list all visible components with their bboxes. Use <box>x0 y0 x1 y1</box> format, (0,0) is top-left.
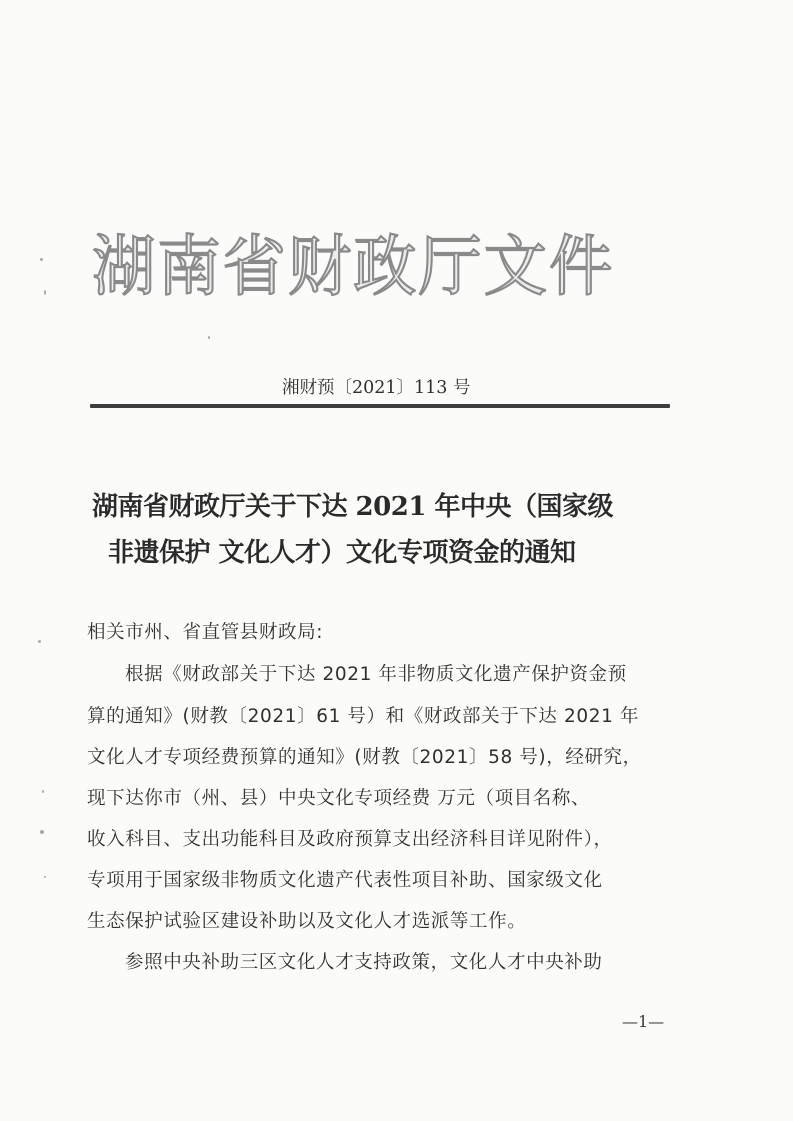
scan-speck <box>40 258 43 261</box>
scan-speck <box>38 640 41 643</box>
scan-speck <box>40 830 44 834</box>
body-text-line: 专项用于国家级非物质文化遗产代表性项目补助、国家级文化 <box>87 870 603 891</box>
document-title-line-2: 非遗保护 文化人才）文化专项资金的通知 <box>108 538 576 568</box>
header-divider-line <box>90 404 670 408</box>
scan-speck <box>42 790 44 793</box>
scan-speck <box>44 876 46 878</box>
body-text-line: 生态保护试验区建设补助以及文化人才选派等工作。 <box>87 911 527 932</box>
document-number: 湘财预〔2021〕113 号 <box>282 378 471 398</box>
document-title-line-1: 湖南省财政厅关于下达 2021 年中央（国家级 <box>92 492 613 522</box>
addressee-line: 相关市州、省直管县财政局: <box>87 622 324 643</box>
body-text-line: 文化人才专项经费预算的通知》(财教〔2021〕58 号)，经研究， <box>87 747 642 768</box>
body-text-line: 根据《财政部关于下达 2021 年非物质文化遗产保护资金预 <box>125 664 627 685</box>
page-number: —1— <box>622 1012 665 1031</box>
body-text-line: 现下达你市（州、县）中央文化专项经费 万元（项目名称、 <box>87 788 591 809</box>
scan-speck <box>44 290 46 295</box>
body-text-line: 参照中央补助三区文化人才支持政策，文化人才中央补助 <box>125 952 603 973</box>
body-text-line: 算的通知》(财教〔2021〕61 号）和《财政部关于下达 2021 年 <box>87 706 640 727</box>
body-text-line: 收入科目、支出功能科目及政府预算支出经济科目详见附件）， <box>87 829 613 850</box>
issuing-authority-header: 湖南省财政厅文件 <box>92 228 615 305</box>
scan-speck <box>208 336 210 339</box>
